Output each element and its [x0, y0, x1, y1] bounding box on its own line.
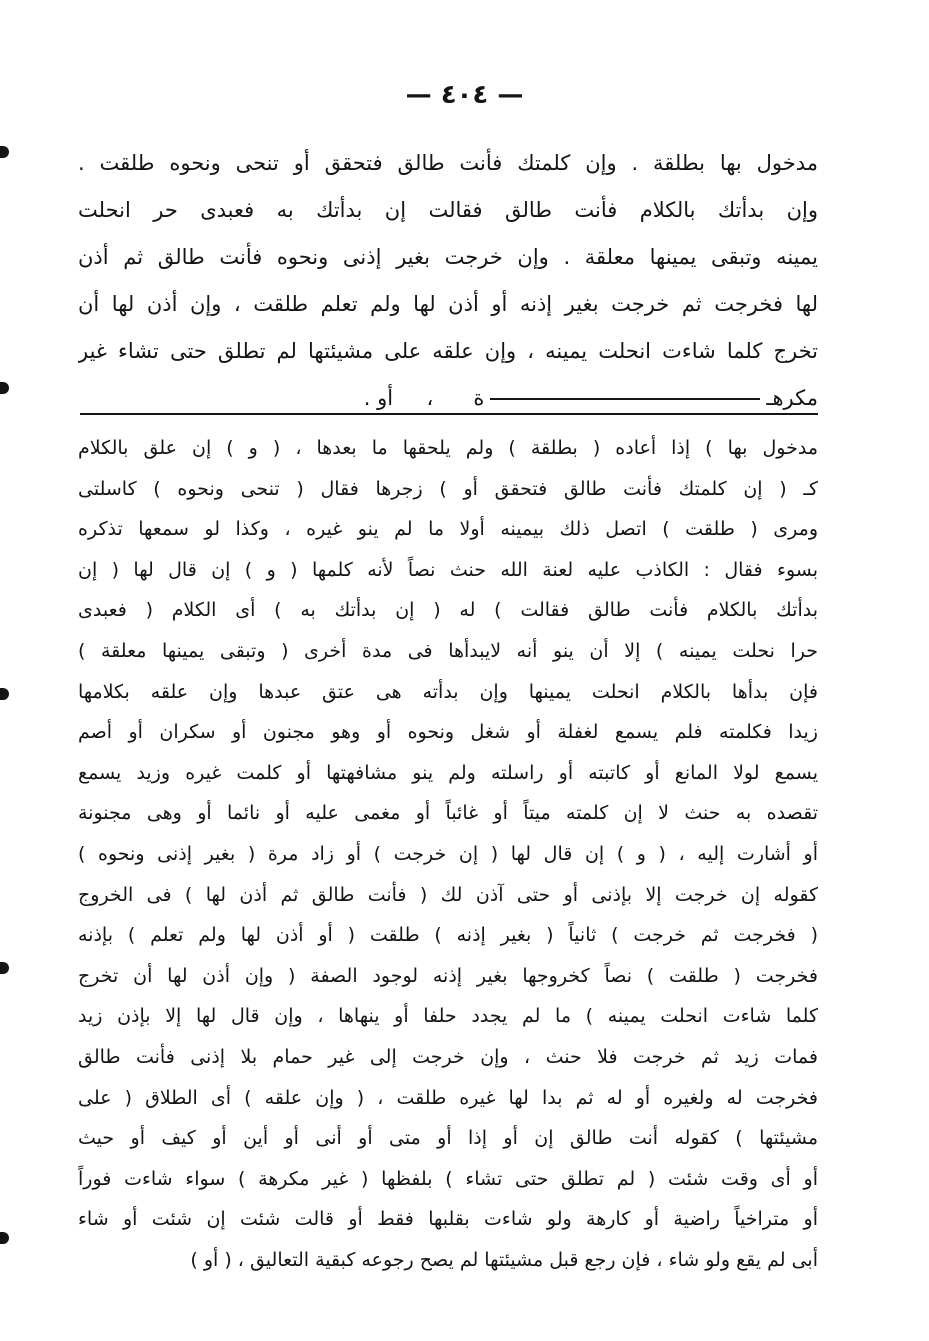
- commentary-line: حرا نحلت يمينه ) إلا أن ينو أنه لايبدأها فى مدة أخرى ( وتبقى يمينها معلقة ): [78, 639, 818, 662]
- commentary-line: كـ ( إن كلمتك فأنت طالق فتحقق أو ) زجرها فقال ( تنحى ونحوه ) كاسلتى: [78, 477, 818, 500]
- main-text-line: تخرج كلما شاءت انحلت يمينه ، وإن علقه على مشيئتها لم تطلق حتى تشاء غير: [78, 339, 818, 363]
- main-text-line: لها فخرجت ثم خرجت بغير إذنه أو أذن لها ولم تعلم طلقت ، وإن أذن لها أن: [78, 292, 818, 316]
- commentary-line: ومرى ( طلقت ) اتصل ذلك بيمينه أولا ما لم ينو غيره ، وكذا لو سمعها تذكره: [78, 518, 818, 541]
- commentary-line: فمات زيد ثم خرجت فلا حنث ، وإن خرجت إلى غير حمام بلا إذنى فأنت طالق: [78, 1045, 818, 1068]
- main-text-block: [78, 140, 818, 422]
- last-line-end: أو .: [363, 386, 394, 410]
- commentary-line: بسوء فقال : الكاذب عليه لعنة الله حنث نصاً لأنه كلمها ( و ) إن قال لها ( إن: [78, 558, 818, 581]
- main-text-line: وإن بدأتك بالكلام فأنت طالق فقالت إن بدأتك به فعبدى حر انحلت: [78, 198, 818, 222]
- last-line-middle: ،: [426, 386, 434, 410]
- omission-dash: [490, 398, 760, 400]
- binding-hole-mark: [0, 146, 9, 158]
- last-line-after-dash: ة: [473, 386, 485, 410]
- commentary-line: مدخول بها ) إذا أعاده ( بطلقة ) ولم يلحقها ما بعدها ، ( و ) إن علق بالكلام: [78, 437, 818, 459]
- commentary-line: ( فخرجت ثم خرجت ) ثانياً ( بغير إذنه ) طلقت ( أو أذن لها ولم تعلم ) بإذنه: [78, 924, 818, 947]
- commentary-line: أو أشارت إليه ، ( و ) إن قال لها ( إن خرجت ) أو زاد مرة ( بغير إذنى ونحوه ): [78, 842, 818, 865]
- commentary-line: فخرجت له ولغيره أو له ثم بدا لها غيره طلقت ، ( وإن علقه ) أى الطلاق ( على: [78, 1086, 818, 1109]
- commentary-block: [78, 428, 818, 1280]
- commentary-line: أبى لم يقع ولو شاء ، فإن رجع قبل مشيئتها لم يصح رجوعه كبقية التعاليق ، ( أو ): [190, 1248, 818, 1271]
- binding-hole-mark: [0, 382, 9, 394]
- binding-hole-mark: [0, 962, 9, 974]
- commentary-line: أو متراخياً راضية أو كارهة ولو شاءت بقلبها فقط أو قالت شئت إن شئت أو شاء: [78, 1208, 818, 1231]
- main-text-line: مدخول بها بطلقة . وإن كلمتك فأنت طالق فتحقق أو تنحى ونحوه طلقت .: [78, 151, 818, 175]
- main-text-line: يمينه وتبقى يمينها معلقة . وإن خرجت بغير إذنى ونحوه فأنت طالق ثم أذن: [78, 245, 818, 269]
- commentary-line: بدأتك بالكلام فأنت طالق فقالت ) له ( إن بدأتك به ) أى الكلام ( فعبدى: [78, 599, 818, 622]
- page-number: — ٤٠٤ —: [405, 80, 524, 110]
- commentary-line: فإن بدأها بالكلام انحلت يمينها وإن بدأته هى عتق عبدها وإن علقه بكلامها: [78, 680, 818, 703]
- binding-hole-mark: [0, 1232, 9, 1244]
- commentary-line: مشيئتها ) كقوله أنت طالق إن أو إذا أو متى أو أنى أو أين أو كيف أو حيث: [78, 1127, 818, 1150]
- commentary-line: كقوله إن خرجت إلا بإذنى أو حتى آذن لك ( فأنت طالق ثم أذن لها ) فى الخروج: [78, 883, 818, 906]
- commentary-line: فخرجت ( طلقت ) نصاً كخروجها بغير إذنه لوجود الصفة ( وإن أذن لها أن تخرج: [78, 964, 818, 987]
- commentary-line: تقصده به حنث لا إن كلمته ميتاً أو غائباً أو مغمى عليه أو نائما أو وهى مجنونة: [78, 802, 818, 825]
- commentary-line: كلما شاءت انحلت يمينه ) ما لم يجدد حلفا أو ينهاها ، وإن قال لها إلا بإذن زيد: [78, 1005, 818, 1028]
- section-divider: [80, 413, 818, 415]
- commentary-line: زيدا فكلمته فلم يسمع لغفلة أو شغل ونحوه أو وهو مجنون أو سكران أو أصم: [78, 721, 818, 744]
- commentary-line: أو أى وقت شئت ( لم تطلق حتى تشاء ) بلفظها ( غير مكرهة ) سواء شاءت فوراً: [78, 1167, 818, 1190]
- last-line-start: مكرهـ: [766, 386, 818, 410]
- binding-hole-mark: [0, 688, 9, 700]
- commentary-line: يسمع لولا المانع أو كاتبته أو راسلته ولم ينو مشافهتها أو كلمت غيره وزيد يسمع: [78, 761, 818, 784]
